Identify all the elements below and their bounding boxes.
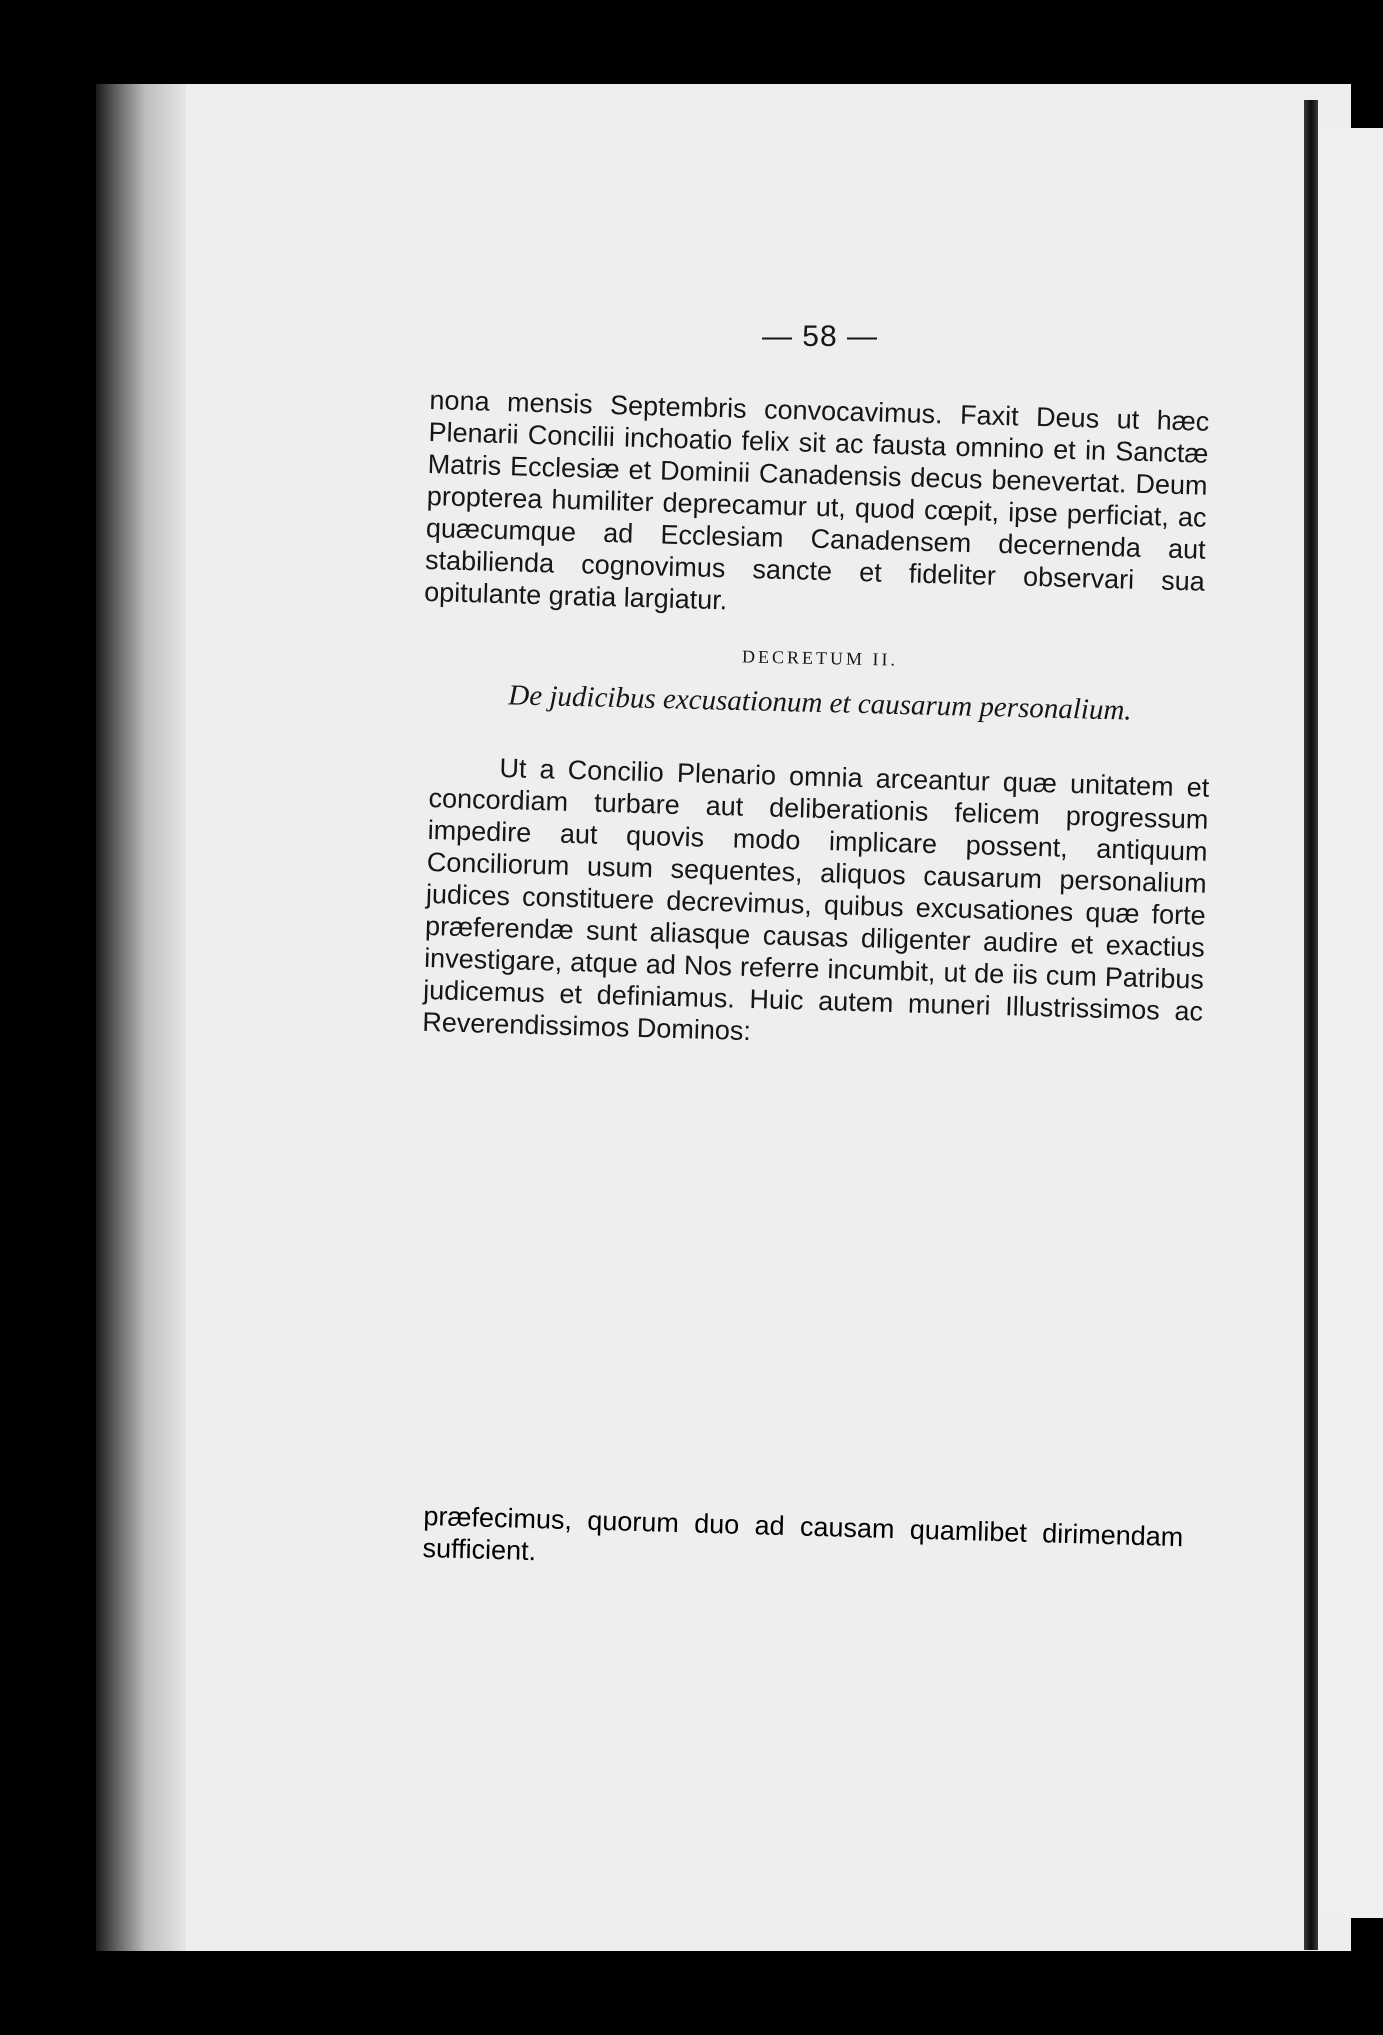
page-number: — 58 — [761, 320, 879, 353]
paragraph-decree-body: Ut a Concilio Plenario omnia arceantur quæ unitatem et concordiam turbare aut deliberationis felicem progressum impedire aut quovis modo implicare possent, antiquum Conciliorum usum sequentes, aliquos causarum personalium judices constituere decrevimus, quibus excusationes quæ forte præferendæ sunt aliasque causas diligenter audire et exactius investigare, atque ad Nos referre incumbit, ut de iis cum Patribus judicemus et definiamus. Huic autem muneri Illustrissimos ac Reverendissimos Dominos: [421, 752, 1210, 1047]
closing-block [422, 1500, 1184, 1567]
paragraph-closing: præfecimus, quorum duo ad causam quamlibet dirimendam sufficient. [422, 1500, 1184, 1567]
adjacent-page-edge [1318, 128, 1383, 1918]
decree-title: De judicibus excusationum et causarum personalium. [507, 679, 1133, 727]
decree-heading: DECRETUM II. [741, 646, 899, 670]
page-content [421, 320, 1210, 1047]
page-binding-shadow [96, 84, 186, 1951]
paragraph-opening: nona mensis Septembris convocavimus. Faxit Deus ut hæc Plenarii Concilii inchoatio felix sit ac fausta omnino et in Sanctæ Matris Ecclesiæ et Dominii Canadensis decus benevertat. Deum propterea humiliter deprecamur ut, quod cœpit, ipse perficiat, ac quæcumque ad Ecclesiam Canadensem decernenda aut stabilienda cognovimus sancte et fideliter observari sua opitulante gratia largiatur. [423, 384, 1210, 616]
page-fold-divider [1304, 100, 1318, 1950]
